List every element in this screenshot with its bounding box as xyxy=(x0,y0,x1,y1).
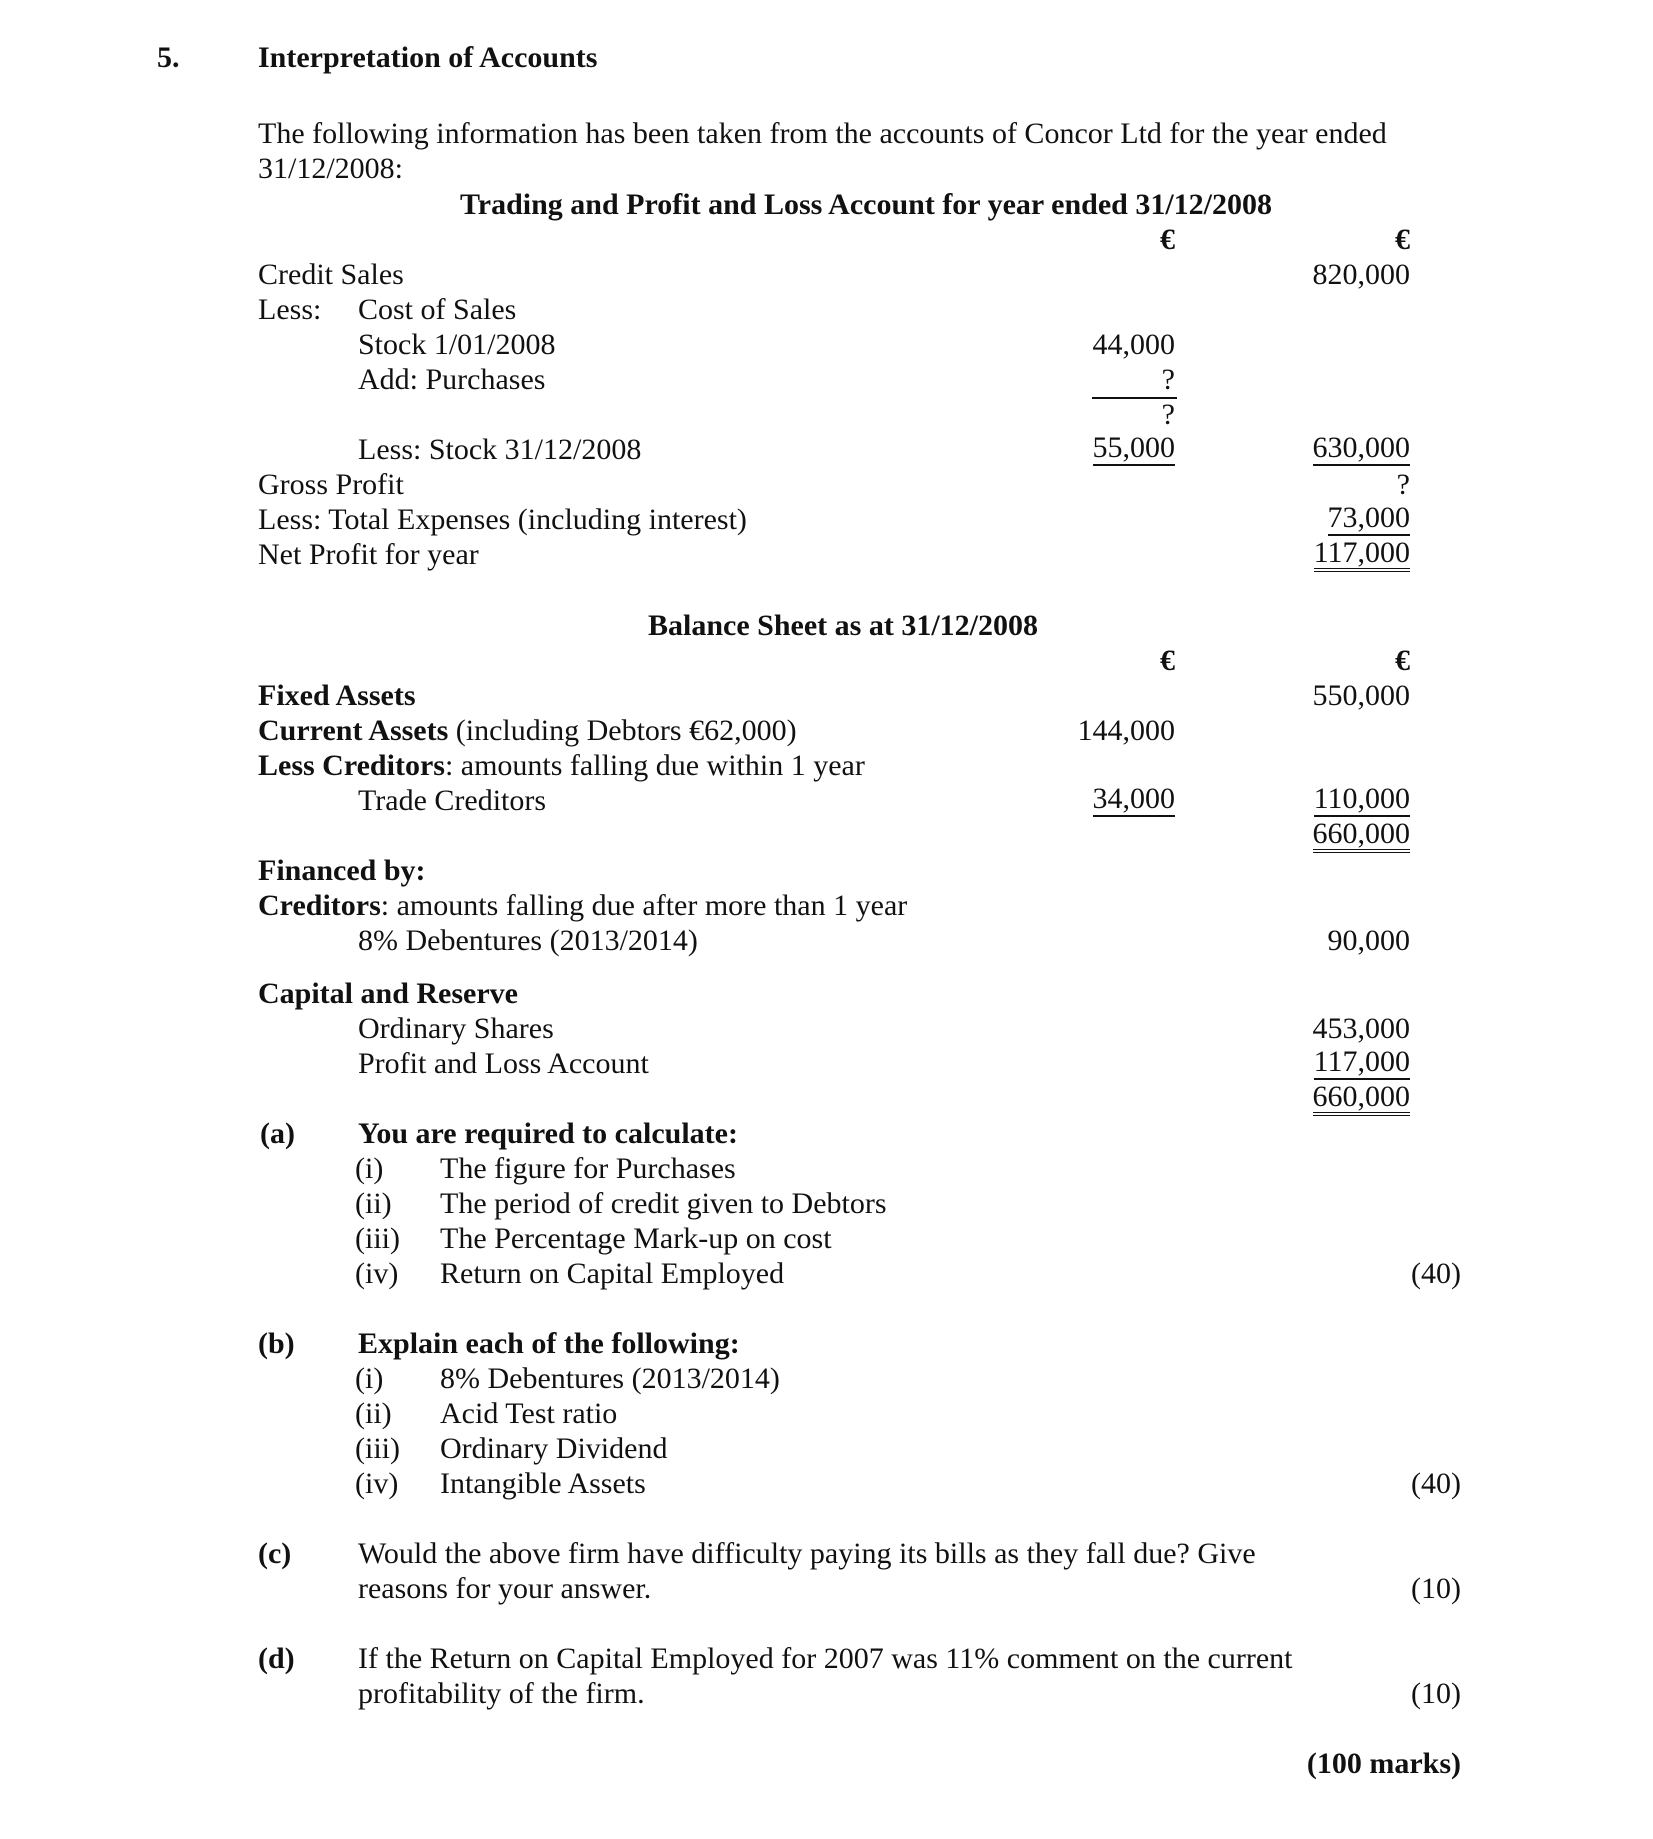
bs-currency-col2-header: € xyxy=(1395,644,1410,677)
part-a-item-num: (iv) xyxy=(355,1257,399,1290)
part-d-text-line1: If the Return on Capital Employed for 2007 was 11% comment on the current xyxy=(358,1642,1293,1675)
part-c-label: (c) xyxy=(258,1537,292,1570)
part-b-item-num: (iii) xyxy=(355,1432,400,1465)
trading-account-heading: Trading and Profit and Loss Account for year ended 31/12/2008 xyxy=(460,188,1273,221)
trade-creditors-value: 34,000 xyxy=(1092,782,1175,815)
ordinary-shares-value: 453,000 xyxy=(1312,1012,1410,1045)
closing-stock-label: Less: Stock 31/12/2008 xyxy=(358,433,642,466)
net-profit-label: Net Profit for year xyxy=(258,538,479,571)
total-financed-value: 660,000 xyxy=(1313,1081,1411,1116)
fixed-assets-value: 550,000 xyxy=(1312,679,1410,712)
credit-sales-value: 820,000 xyxy=(1312,258,1410,291)
part-b-item-text: 8% Debentures (2013/2014) xyxy=(440,1362,780,1395)
cost-of-sales-value: 630,000 xyxy=(1312,431,1410,464)
profit-loss-account-label: Profit and Loss Account xyxy=(358,1047,649,1080)
gross-profit-label: Gross Profit xyxy=(258,468,404,501)
current-assets-label xyxy=(258,713,797,749)
part-a-item-text: Return on Capital Employed xyxy=(440,1257,785,1290)
part-d-text-line2: profitability of the firm. xyxy=(358,1677,645,1710)
currency-col1-header: € xyxy=(1160,223,1175,256)
part-a-heading: You are required to calculate: xyxy=(358,1117,738,1150)
part-a-item-num: (i) xyxy=(355,1152,384,1185)
trade-creditors-label: Trade Creditors xyxy=(358,784,547,817)
current-assets-detail: (including Debtors €62,000) xyxy=(448,714,797,747)
part-b-item-text: Acid Test ratio xyxy=(440,1397,618,1430)
part-b-item-text: Intangible Assets xyxy=(440,1467,646,1500)
purchases-value: ? xyxy=(1161,363,1175,396)
part-c-text-line1: Would the above firm have difficulty paying its bills as they fall due? Give xyxy=(358,1537,1256,1570)
current-assets-bold: Current Assets xyxy=(258,714,449,747)
question-title: Interpretation of Accounts xyxy=(258,41,598,74)
part-c-marks: (10) xyxy=(1411,1572,1461,1605)
part-a-label: (a) xyxy=(260,1117,295,1150)
closing-stock-value: 55,000 xyxy=(1092,431,1175,464)
purchases-label: Add: Purchases xyxy=(358,363,546,396)
profit-loss-account-value: 117,000 xyxy=(1313,1045,1410,1078)
part-d-label: (d) xyxy=(258,1642,295,1675)
intro-text-date: 31/12/2008: xyxy=(258,152,404,185)
part-b-item-text: Ordinary Dividend xyxy=(440,1432,668,1465)
fixed-assets-label: Fixed Assets xyxy=(258,679,416,712)
expenses-value: 73,000 xyxy=(1327,501,1410,534)
long-creditors-detail: : amounts falling due after more than 1 year xyxy=(380,889,908,922)
goods-available-value: ? xyxy=(1161,398,1175,431)
part-b-item-num: (iv) xyxy=(355,1467,399,1500)
less-creditors-detail: : amounts falling due within 1 year xyxy=(444,749,865,782)
part-a-item-num: (ii) xyxy=(355,1187,392,1220)
expenses-label: Less: Total Expenses (including interest) xyxy=(258,503,747,536)
debentures-value: 90,000 xyxy=(1327,924,1410,957)
capital-reserve-label: Capital and Reserve xyxy=(258,977,518,1010)
working-capital-value: 110,000 xyxy=(1313,782,1410,815)
current-assets-value: 144,000 xyxy=(1077,714,1175,747)
part-b-heading: Explain each of the following: xyxy=(358,1327,740,1360)
long-creditors-label xyxy=(258,888,907,924)
less-creditors-bold: Less Creditors xyxy=(258,749,445,782)
net-profit-value: 117,000 xyxy=(1314,537,1410,572)
part-a-item-text: The Percentage Mark-up on cost xyxy=(440,1222,832,1255)
balance-sheet-heading: Balance Sheet as at 31/12/2008 xyxy=(648,609,1038,642)
opening-stock-label: Stock 1/01/2008 xyxy=(358,328,556,361)
less-creditors-label xyxy=(258,748,865,784)
part-a-marks: (40) xyxy=(1411,1257,1461,1290)
intro-text: The following information has been taken from the accounts of Concor Ltd for the year ended xyxy=(258,117,1387,150)
part-b-label: (b) xyxy=(258,1327,295,1360)
part-d-marks: (10) xyxy=(1411,1677,1461,1710)
part-b-item-num: (ii) xyxy=(355,1397,392,1430)
gross-profit-value: ? xyxy=(1396,468,1410,501)
part-b-marks: (40) xyxy=(1411,1467,1461,1500)
credit-sales-label: Credit Sales xyxy=(258,258,404,291)
currency-col2-header: € xyxy=(1395,223,1410,256)
question-number: 5. xyxy=(157,41,180,74)
part-a-item-num: (iii) xyxy=(355,1222,400,1255)
part-c-text-line2: reasons for your answer. xyxy=(358,1572,652,1605)
debentures-label: 8% Debentures (2013/2014) xyxy=(358,924,698,957)
ordinary-shares-label: Ordinary Shares xyxy=(358,1012,554,1045)
part-a-item-text: The figure for Purchases xyxy=(440,1152,736,1185)
part-b-item-num: (i) xyxy=(355,1362,384,1395)
total-net-assets-value: 660,000 xyxy=(1313,818,1411,853)
bs-currency-col1-header: € xyxy=(1160,644,1175,677)
part-a-item-text: The period of credit given to Debtors xyxy=(440,1187,887,1220)
cost-of-sales-label: Cost of Sales xyxy=(358,293,517,326)
financed-by-label: Financed by: xyxy=(258,854,426,887)
total-marks: (100 marks) xyxy=(1306,1747,1461,1780)
long-creditors-bold: Creditors xyxy=(258,889,381,922)
less-label: Less: xyxy=(258,293,322,326)
opening-stock-value: 44,000 xyxy=(1092,328,1175,361)
